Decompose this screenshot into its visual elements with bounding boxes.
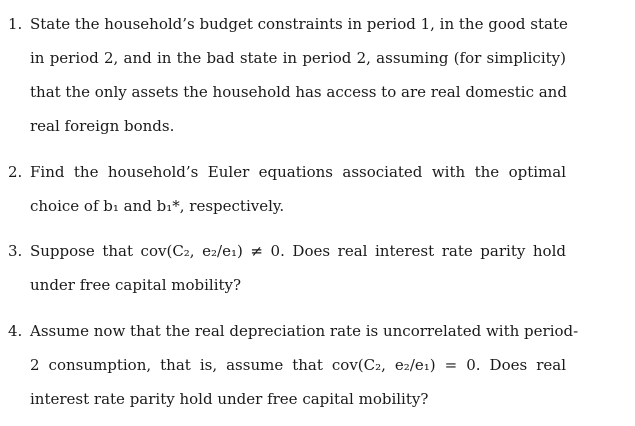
text-line: in period 2, and in the bad state in period 2, assuming (for simplicity): [30, 49, 566, 67]
text-line: that the only assets the household has access to are real domestic and: [30, 83, 567, 101]
text-line: 2 consumption, that is, assume that cov(C₂, e₂/e₁) = 0. Does real: [30, 356, 566, 374]
item-text: [30, 155, 566, 223]
item-text: [30, 314, 579, 416]
text-line: Assume now that the real depreciation rate is uncorrelated with period-: [30, 322, 579, 340]
text-line: interest rate parity hold under free capital mobility?: [30, 390, 429, 408]
item-number: 3.: [8, 242, 23, 260]
item-text: [30, 7, 566, 143]
text-line: under free capital mobility?: [30, 276, 242, 294]
item-number: 2.: [8, 163, 23, 181]
text-line: choice of b₁ and b₁*, respectively.: [30, 197, 285, 215]
item-text: [30, 234, 566, 302]
text-line: Suppose that cov(C₂, e₂/e₁) ≠ 0. Does real interest rate parity hold: [30, 242, 566, 260]
text-line: Find the household’s Euler equations associated with the optimal: [30, 163, 566, 181]
text-line: real foreign bonds.: [30, 117, 175, 135]
item-number: 4.: [8, 322, 23, 340]
item-number: 1.: [8, 15, 23, 33]
text-line: State the household’s budget constraints in period 1, in the good state: [30, 15, 568, 33]
